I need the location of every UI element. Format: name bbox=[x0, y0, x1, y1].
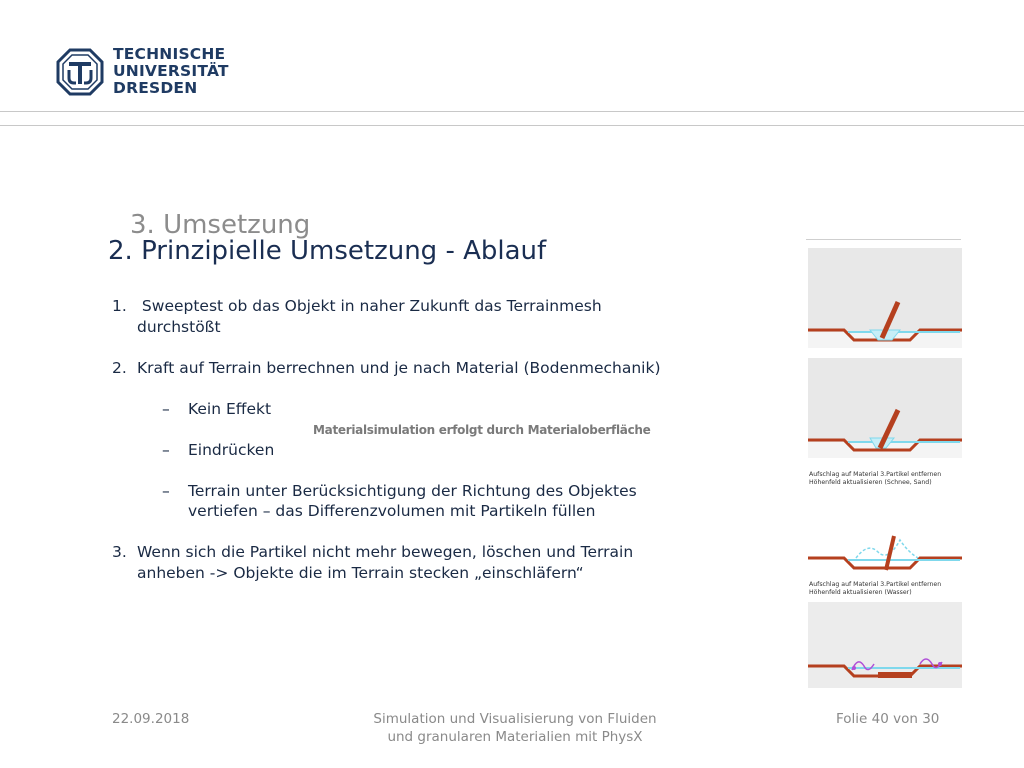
logo-line-3: DRESDEN bbox=[113, 79, 198, 97]
list-text-continued: durchstößt bbox=[137, 317, 221, 336]
logo-line-1: TECHNISCHE bbox=[113, 45, 226, 63]
header-divider-top bbox=[0, 111, 1024, 112]
logo-line-2: UNIVERSITÄT bbox=[113, 62, 229, 80]
snow-sand-illustration bbox=[808, 492, 962, 576]
footer-title-line-1: Simulation und Visualisierung von Fluiden bbox=[373, 711, 657, 727]
sub-item-1 bbox=[112, 399, 762, 420]
illustration-panel-1 bbox=[808, 248, 962, 348]
sub-item-3 bbox=[112, 481, 762, 522]
footer-title-line-2: und granularen Materialien mit PhysX bbox=[387, 729, 643, 745]
caption-line: Aufschlag auf Material 3.Partikel entfernen bbox=[809, 581, 942, 588]
illustration-panel-3 bbox=[808, 492, 962, 576]
caption-line: Aufschlag auf Material 3.Partikel entfernen bbox=[809, 471, 942, 478]
sub-item-text: Kein Effekt bbox=[188, 399, 272, 418]
list-text: Sweeptest ob das Objekt in naher Zukunft das Terrainmesh bbox=[137, 297, 602, 315]
dash-bullet: – bbox=[162, 440, 170, 459]
water-illustration bbox=[808, 602, 962, 688]
sub-item-text: Eindrücken bbox=[188, 440, 275, 459]
caption-water bbox=[809, 581, 969, 597]
side-divider bbox=[806, 239, 961, 240]
dash-bullet: – bbox=[162, 399, 170, 418]
list-text-continued: anheben -> Objekte die im Terrain stecken „einschläfern“ bbox=[137, 563, 584, 582]
slide-title: 2. Prinzipielle Umsetzung - Ablauf bbox=[108, 236, 547, 266]
caption-snow-sand bbox=[809, 471, 969, 487]
content-list bbox=[112, 296, 762, 583]
footer-title bbox=[330, 710, 700, 746]
list-item-1 bbox=[112, 296, 762, 337]
tu-dresden-logo bbox=[56, 45, 229, 100]
list-item-2 bbox=[112, 358, 762, 379]
sub-item-text: Terrain unter Berücksichtigung der Richtung des Objektes bbox=[188, 481, 637, 500]
sub-item-2 bbox=[112, 440, 762, 461]
force-illustration bbox=[808, 358, 962, 458]
section-title: 3. Umsetzung bbox=[130, 210, 311, 240]
list-number: 2. bbox=[112, 358, 127, 377]
university-seal-icon bbox=[56, 48, 104, 96]
illustration-panel-4 bbox=[808, 602, 962, 688]
list-number: 3. bbox=[112, 543, 127, 561]
illustration-panel-2 bbox=[808, 358, 962, 458]
dash-bullet: – bbox=[162, 481, 170, 500]
university-name bbox=[113, 46, 229, 97]
list-text: Kraft auf Terrain berrechnen und je nach Material (Bodenmechanik) bbox=[137, 358, 661, 377]
footer-date: 22.09.2018 bbox=[112, 711, 190, 727]
sub-item-text-continued: vertiefen – das Differenzvolumen mit Partikeln füllen bbox=[188, 502, 596, 520]
list-item-3 bbox=[112, 542, 762, 583]
caption-line: Höhenfeld aktualisieren (Wasser) bbox=[809, 589, 912, 596]
list-number: 1. bbox=[112, 297, 127, 315]
slide-number: Folie 40 von 30 bbox=[836, 711, 940, 727]
sweeptest-illustration bbox=[808, 248, 962, 348]
material-simulation-caption: Materialsimulation erfolgt durch Materialoberfläche bbox=[313, 423, 651, 437]
caption-line: Höhenfeld aktualisieren (Schnee, Sand) bbox=[809, 479, 932, 486]
list-text: Wenn sich die Partikel nicht mehr bewegen, löschen und Terrain bbox=[137, 543, 634, 561]
header-divider-bottom bbox=[0, 125, 1024, 126]
